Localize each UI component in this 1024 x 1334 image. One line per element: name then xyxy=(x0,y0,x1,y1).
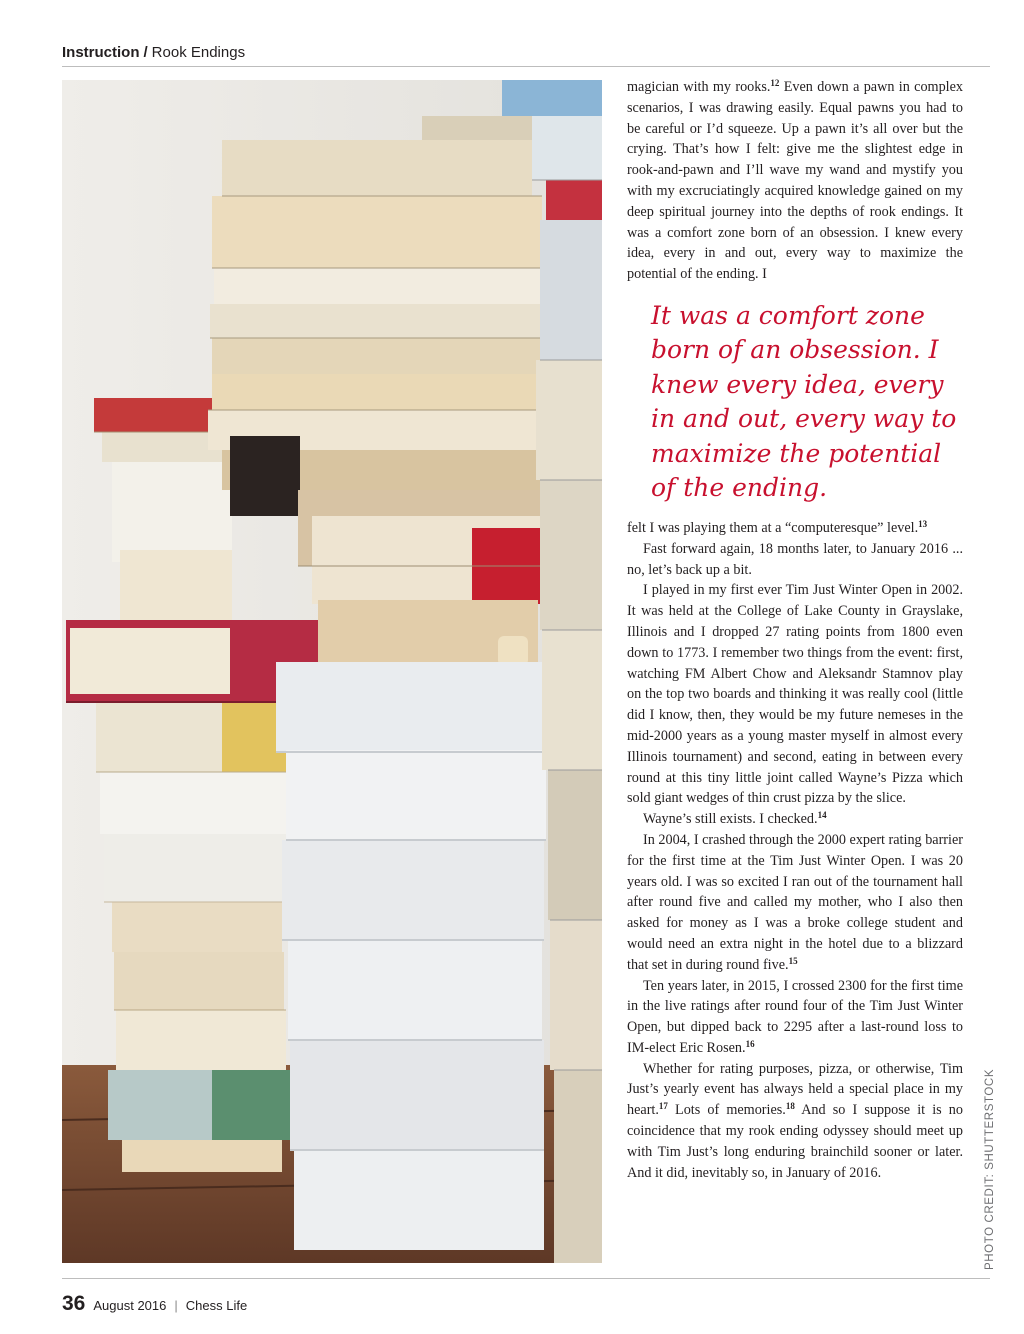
photo-credit: PHOTO CREDIT: SHUTTERSTOCK xyxy=(984,1068,996,1270)
stacked-books-photo xyxy=(62,80,602,1263)
footnote-ref: 12 xyxy=(770,78,780,88)
text-run: Even down a pawn in complex scenarios, I was drawing easily. Equal pawns you had to be careful or I’d squeeze. Up a pawn it’s all over but the crying. That’s how I felt: give me the slightest edge in rook-and-pawn and I’ll wave my wand and mystify you with my excruciatingly acquired knowledge gained on my deep spiritual journey into the depths of rook endings. It was a comfort zone born of an obsession. I knew every idea, every in and out, every way to maximize the potential of the ending. I xyxy=(627,79,963,283)
issue-date: August 2016 xyxy=(93,1298,167,1313)
page-footer xyxy=(62,1292,247,1318)
text-run: magician with my rooks. xyxy=(627,79,771,95)
header-divider xyxy=(62,66,990,67)
paragraph xyxy=(627,976,963,1059)
text-run: Ten years later, in 2015, I crossed 2300 for the first time in the live ratings after round four of the Tim Just Winter Open, but dipped back to 2295 after a last-round loss to IM-elect Eric Rosen. xyxy=(627,977,963,1056)
section-label: Instruction xyxy=(62,44,140,61)
footnote-ref: 13 xyxy=(918,518,928,529)
footer-separator: | xyxy=(174,1298,178,1313)
paragraph: Fast forward again, 18 months later, to January 2016 ... no, let’s back up a bit. xyxy=(627,540,963,578)
paragraph xyxy=(627,518,963,539)
header-separator: / xyxy=(143,44,148,61)
paragraph xyxy=(627,809,963,830)
article-body xyxy=(627,77,963,1183)
paragraph xyxy=(627,77,963,285)
text-run: And so I suppose it is no coincidence that my rook ending odyssey should meet up with Tim Just’s long enduring brainchild sooner or later. And it did, inevitably so, in January of 2016. xyxy=(627,1102,963,1181)
footnote-ref: 17 xyxy=(658,1101,668,1112)
topic-label: Rook Endings xyxy=(151,44,246,61)
paragraph: I played in my first ever Tim Just Winter Open in 2002. It was held at the College of Lake County in Grayslake, Illinois and I dropped 27 rating points from 1800 even down to 1773. I remember two things from the event: first, watching FM Albert Chow and Aleksandr Stamnov play on the top two boards and thinking it was really cool (little did I know, then, they would be my future nemeses in the mid-2000 years as a young master myself in almost every Illinois tournament) and second, eating in between every round at this tiny little joint called Wayne’s Pizza which sold giant wedges of thin crust pizza by the slice. xyxy=(627,582,963,807)
text-run: In 2004, I crashed through the 2000 expert rating barrier for the first time at the Tim Just Winter Open. I was 20 years old. I was so excited I ran out of the tournament hall after round five and called my mother, who I also then asked for money as I was a broke college student and would need an extra night in the hotel due to a blizzard that set in during round five. xyxy=(627,831,963,973)
running-header xyxy=(62,44,990,66)
footnote-ref: 15 xyxy=(788,955,798,966)
paragraph xyxy=(627,830,963,976)
text-run: Wayne’s still exists. I checked. xyxy=(643,811,818,828)
footer-divider xyxy=(62,1278,990,1279)
text-run: Lots of memories. xyxy=(667,1102,786,1119)
footnote-ref: 18 xyxy=(785,1101,795,1112)
footnote-ref: 14 xyxy=(817,810,827,821)
text-run: Whether for rating purposes, pizza, or otherwise, Tim Just’s yearly event has always held a special place in my heart. xyxy=(627,1060,963,1119)
pull-quote: It was a comfort zone born of an obsession. I knew every idea, every in and out, every way to maximize the potential of the ending. xyxy=(651,300,957,503)
page-number: 36 xyxy=(62,1292,86,1315)
footnote-ref: 16 xyxy=(745,1038,755,1049)
magazine-name: Chess Life xyxy=(185,1298,248,1313)
text-run: felt I was playing them at a “computeresque” level. xyxy=(627,519,919,536)
paragraph xyxy=(627,1059,963,1184)
